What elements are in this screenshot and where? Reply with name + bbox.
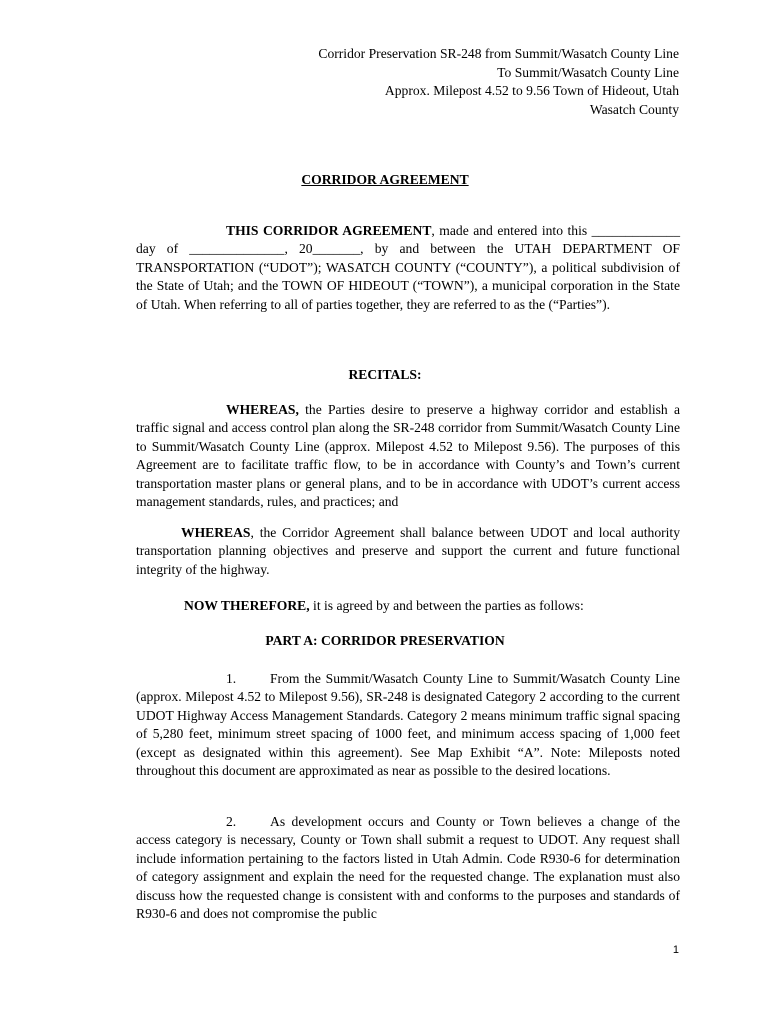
now-therefore-text: it is agreed by and between the parties as follows:: [309, 598, 584, 613]
item-2-number: 2.: [226, 814, 237, 829]
item-2: [136, 813, 680, 923]
recital-1-lead: WHEREAS,: [226, 402, 299, 417]
document-header: [318, 45, 679, 119]
header-line-4: Wasatch County: [589, 101, 679, 117]
recital-1-text: the Parties desire to preserve a highway corridor and establish a traffic signal and access control plan along the SR-248 corridor from Summit/Wasatch County Line to Summit/Wasatch County Line (approx. Milepost 4.52 to Milepost 9.56). The purposes of this Agreement are to facilitate traffic flow, to be in accordance with County’s and Town’s current transportation master plans or general plans, and to be in accordance with UDOT’s current access management standards, rules, and practices; and: [136, 402, 680, 510]
intro-lead: THIS CORRIDOR AGREEMENT: [226, 223, 432, 238]
recital-2-text: , the Corridor Agreement shall balance between UDOT and local authority transportation planning objectives and preserve and support the current and future functional integrity of the highway.: [136, 525, 680, 577]
intro-text: , made and entered into this _____________ day of ______________, 20_______, by and between the UTAH DEPARTMENT OF TRANSPORTATION (“UDOT”); WASATCH COUNTY (“COUNTY”), a political subdivision of the State of Utah; and the TOWN OF HIDEOUT (“TOWN”), a municipal corporation in the State of Utah. When referring to all of parties together, they are referred to as the (“Parties”).: [136, 223, 680, 312]
now-therefore-lead: NOW THEREFORE,: [184, 598, 310, 613]
intro-paragraph: [136, 222, 680, 314]
item-1: [136, 670, 680, 780]
recitals-heading: RECITALS:: [348, 367, 422, 382]
recital-1: [136, 401, 680, 511]
part-a-heading: PART A: CORRIDOR PRESERVATION: [265, 633, 505, 648]
now-therefore: [136, 597, 680, 615]
item-2-text: As development occurs and County or Town believes a change of the access category is necessary, County or Town shall submit a request to UDOT. Any request shall include information pertaining to the factors listed in Utah Admin. Code R930-6 for determination of category assignment and explain the need for the requested change. The explanation must also discuss how the requested change is consistent with and conforms to the purposes and standards of R930-6 and does not compromise the public: [136, 814, 680, 922]
item-1-number: 1.: [226, 671, 237, 686]
recital-2: [136, 524, 680, 579]
document-title: CORRIDOR AGREEMENT: [301, 172, 469, 187]
header-line-1: Corridor Preservation SR-248 from Summit/Wasatch County Line: [318, 46, 679, 61]
item-1-text: From the Summit/Wasatch County Line to Summit/Wasatch County Line (approx. Milepost 4.52 to Milepost 9.56), SR-248 is designated Category 2 according to the current UDOT Highway Access Management Standards. Category 2 means minimum traffic signal spacing of 5,280 feet, minimum street spacing of 1000 feet, and minimum access spacing of 1,000 feet (except as designated within this agreement). See Map Exhibit “A”. Note: Mileposts noted throughout this document are approximated as near as possible to the desired locations.: [136, 671, 680, 779]
page-number: 1: [672, 944, 679, 956]
header-line-3: Approx. Milepost 4.52 to 9.56 Town of Hideout, Utah: [384, 83, 679, 99]
recital-2-lead: WHEREAS: [181, 525, 251, 540]
header-line-2: To Summit/Wasatch County Line: [497, 64, 679, 80]
